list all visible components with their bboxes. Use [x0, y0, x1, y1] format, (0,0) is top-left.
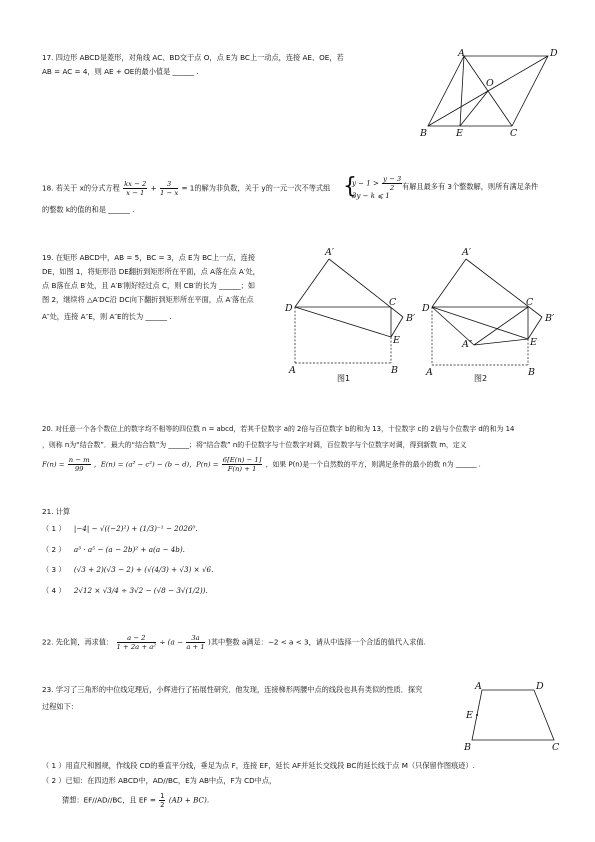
q17-rhombus-figure: [420, 48, 560, 138]
q23-line1: 23. 学习了三角形的中位线定理后，小辉进行了拓展性研究．他发现，连接梯形两腰中点的线段也具有类似的性质．探究: [42, 685, 423, 694]
q21-item-4-expr: 2√12 × √3/4 ÷ 3√2 − (√8 − 3√(1/2)).: [73, 586, 208, 595]
q18-frac1: [123, 180, 147, 197]
q23-guess-prefix: 猜想：EF//AD//BC，且 EF =: [62, 795, 156, 805]
q18-ineq1-left: y − 1 >: [352, 179, 379, 188]
q18-ineq1-num: y − 3: [383, 175, 402, 183]
q23-trapezoid-figure: [460, 680, 570, 755]
q23-point-E: [476, 714, 478, 716]
q18-frac2-den: 1 − x: [159, 189, 179, 197]
q18-frac1-num: kx − 2: [124, 180, 147, 188]
q23-guess: [62, 792, 209, 809]
q19-f2-label-A-prime: A′: [462, 247, 472, 258]
q20-def-e: ，E(n) = (a² − c²) − (b − d)，P(n) =: [93, 460, 219, 469]
q20-def-p-frac: [222, 456, 263, 473]
q17-line1: 17. 四边形 ABCD是菱形，对角线 AC、BD交于点 O，点 E为 BC上一动点，连接 AE、OE，若: [42, 53, 344, 62]
q21-item-1-expr: |−4| − √((−2)²) + (1/3)⁻¹ − 2026⁰.: [73, 524, 198, 533]
q18-prefix: 18. 若关于 x的分式方程: [42, 183, 120, 193]
q23-line2: 过程如下：: [42, 702, 78, 711]
q19-line5: A″处，连接 A″E，则 A″E的长为 ______ .: [42, 312, 172, 321]
q19-f2-label-A: A: [426, 367, 433, 378]
q22-line: [42, 634, 426, 651]
q22-frac2-num: 3a: [186, 634, 204, 643]
q19-f2-caption: 图2: [474, 374, 488, 383]
q17-line2: AB = AC = 4，则 AE + OE的最小值是 ______ .: [42, 67, 199, 76]
q23-label-B: B: [464, 742, 471, 753]
q20-def-p-den: F(n) + 1: [227, 465, 257, 473]
q19-f1-label-B-prime: B′: [406, 313, 416, 324]
q23-label-D: D: [536, 681, 544, 692]
q19-f1-label-C: C: [389, 297, 397, 308]
q20-line3: [42, 456, 481, 473]
q22-prefix: 22. 先化简，再求值：: [42, 637, 114, 647]
q19-figure-2: [422, 245, 562, 385]
q18-line1: [42, 180, 330, 197]
q23-label-C: C: [552, 742, 560, 753]
q23-guess-frac: [159, 792, 165, 809]
q18-line2: 的整数 k的值的和是 ______ .: [42, 205, 135, 214]
q22-frac1-num: a − 2: [117, 634, 157, 643]
q18-plus: +: [150, 183, 157, 193]
q19-f2-label-C: C: [526, 297, 534, 308]
q19-figure-1: [285, 245, 415, 385]
q18-brace: {: [343, 174, 357, 199]
q21-item-4-no: （ 4 ）: [42, 586, 66, 595]
q20-suffix: ，如果 P(n)是一个自然数的平方，则满足条件的最小的数 n为 ______ .: [265, 460, 481, 469]
q21-item-3-expr: (√3 + 2)(√3 − 2) + (√(4/3) + √3) × √6.: [73, 565, 214, 574]
q21-item-3-no: （ 3 ）: [42, 565, 66, 574]
q17-label-B: B: [420, 128, 427, 139]
q17-label-D: D: [550, 48, 558, 59]
q17-label-O: O: [486, 78, 494, 89]
q19-line4: 图 2，继续将 △A′DC沿 DC向下翻折到矩形所在平面，点 A′落在点: [42, 295, 254, 304]
q18-ineq1-frac: [382, 175, 402, 192]
q22-mid1: ÷ (a −: [159, 637, 184, 647]
q19-f1-label-B: B: [391, 365, 398, 376]
q19-f1-caption: 图1: [337, 374, 351, 383]
q21-item-4: [42, 586, 208, 596]
q17-label-C: C: [510, 128, 518, 139]
q18-suffix: 有解且最多有 3个整数解，则所有满足条件: [402, 182, 539, 191]
q21-item-1-no: （ 1 ）: [42, 524, 66, 533]
q18-ineq1: [352, 175, 403, 192]
q22-frac2-den: a + 1: [186, 643, 205, 651]
q23-label-A: A: [475, 681, 482, 692]
q19-f1-label-E: E: [393, 335, 400, 346]
q19-line1: 19. 在矩形 ABCD中，AB = 5，BC = 3，点 E为 BC上一点，连接: [42, 253, 256, 262]
q19-f2-label-B: B: [528, 367, 535, 378]
q17-label-E: E: [456, 128, 463, 139]
q22-frac1: [117, 634, 157, 651]
q19-f2-label-D: D: [422, 303, 430, 314]
q18-ineq2: 3y − k ⩽ 1: [352, 192, 390, 200]
q20-def-p-num: 6[E(n) − 1]: [222, 456, 262, 464]
q19-f1-label-D: D: [285, 303, 293, 314]
q19-f2-label-B-prime: B′: [545, 313, 555, 324]
q21-title: 21. 计算: [42, 507, 71, 516]
q22-frac2: [186, 634, 204, 651]
q19-line3: 点 B落在点 B′处，且 A′B′刚好经过点 C，则 CB′的长为 ______；如: [42, 281, 256, 290]
q19-f2-label-E: E: [530, 337, 537, 348]
q23-label-E: E: [466, 710, 473, 721]
q23-guess-num: 1: [160, 792, 165, 800]
q21-item-1: [42, 524, 198, 534]
q17-label-A: A: [458, 48, 465, 59]
q20-def-f-num: n − m: [68, 456, 90, 464]
q20-line2: ，则称 n为“结合数”．最大的“结合数”为 ______；将“结合数” n的千位数字与十位数字对调，百位数字与个位数字对调，得到新数 m，定义: [42, 441, 467, 449]
q19-f2-label-A-double-prime: A″: [462, 339, 473, 350]
q23-part1: （ 1 ）用直尺和圆规，作线段 CD的垂直平分线，垂足为点 F，连接 EF，延长 AF并延长交线段 BC的延长线于点 M（只保留作图痕迹）.: [42, 761, 475, 770]
q21-item-3: [42, 565, 213, 575]
q20-def-f-frac: [68, 456, 91, 473]
q20-line1: 20. 对任意一个各个数位上的数字均不相等的四位数 n = abcd，若其千位数字 a的 2倍与百位数字 b的和为 13，十位数字 c的 2倍与个位数字 d的和为 14: [42, 425, 515, 433]
q21-item-2-no: （ 2 ）: [42, 545, 66, 554]
q23-part2: （ 2 ）已知：在四边形 ABCD中，AD//BC，E为 AB中点，F为 CD中点，: [42, 776, 277, 785]
q23-guess-den: 2: [160, 801, 165, 809]
q18-frac2: [160, 180, 178, 197]
q20-def-f-lhs: F(n) =: [42, 460, 65, 469]
q21-item-2-expr: a³ · a⁵ − (a − 2b)² + a(a − 4b).: [73, 545, 185, 554]
q18-frac1-den: x − 1: [126, 189, 145, 197]
q18-ineq1-den: 2: [389, 184, 395, 192]
q22-suffix: )其中整数 a满足：−2 < a < 3，请从中选择一个合适的值代入求值.: [208, 637, 426, 647]
q23-guess-suffix: (AD + BC).: [168, 795, 210, 805]
q21-item-2: [42, 545, 185, 555]
q18-frac2-num: 3: [160, 180, 178, 189]
q18-mid: = 1的解为非负数，关于 y的一元一次不等式组: [181, 183, 331, 193]
q19-f1-label-A: A: [289, 365, 296, 376]
q20-def-f-den: 99: [74, 465, 84, 473]
q22-frac1-den: 1 + 2a + a²: [116, 643, 157, 651]
q19-f1-label-A-prime: A′: [325, 247, 335, 258]
q19-line2: DE，如图 1，将矩形沿 DE翻折到矩形所在平面，点 A落在点 A′处，: [42, 267, 260, 276]
